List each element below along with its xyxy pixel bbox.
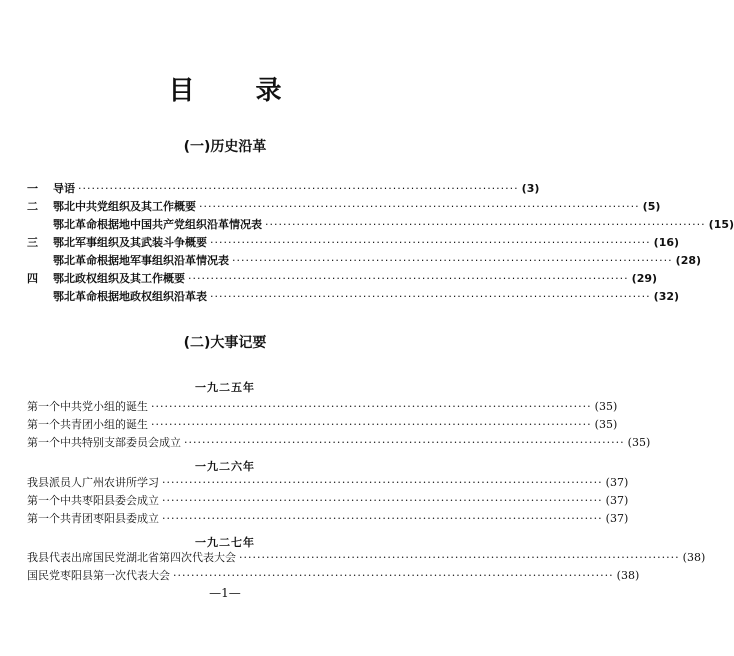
dot-leader: ·································································································· bbox=[265, 218, 706, 231]
dot-leader: ·································································································· bbox=[188, 272, 629, 285]
toc-entry[interactable] bbox=[27, 270, 658, 288]
entry-number: 二 bbox=[27, 200, 38, 213]
dot-leader: ·································································································· bbox=[239, 551, 680, 564]
toc-entry[interactable] bbox=[27, 434, 651, 452]
entry-page: (38) bbox=[616, 569, 640, 582]
dot-leader: ·································································································· bbox=[78, 182, 519, 195]
dot-leader: ·································································································· bbox=[210, 236, 651, 249]
entry-title: 导语 bbox=[53, 182, 75, 195]
dot-leader: ·································································································· bbox=[151, 400, 592, 413]
entry-page: (15) bbox=[708, 218, 734, 231]
dot-leader: ·································································································· bbox=[199, 200, 640, 213]
toc-entry[interactable] bbox=[27, 398, 618, 416]
entry-page: (35) bbox=[594, 400, 618, 413]
toc-entry[interactable] bbox=[27, 252, 702, 270]
dot-leader: ·································································································· bbox=[162, 476, 603, 489]
entry-page: (5) bbox=[642, 200, 661, 213]
entry-title: 第一个中共特别支部委员会成立 bbox=[27, 436, 181, 449]
entry-title: 第一个共青团枣阳县委成立 bbox=[27, 512, 159, 525]
dot-leader: ·································································································· bbox=[162, 494, 603, 507]
page-title: 目 录 bbox=[168, 76, 308, 106]
toc-entry[interactable] bbox=[27, 288, 680, 306]
dot-leader: ·································································································· bbox=[210, 290, 651, 303]
section-heading-history: (一)历史沿革 bbox=[183, 139, 267, 155]
entry-title: 第一个中共枣阳县委会成立 bbox=[27, 494, 159, 507]
toc-entry[interactable] bbox=[27, 180, 540, 198]
entry-number: 三 bbox=[27, 236, 38, 249]
entry-title: 鄂北政权组织及其工作概要 bbox=[53, 272, 185, 285]
entry-title: 鄂北军事组织及其武装斗争概要 bbox=[53, 236, 207, 249]
entry-title: 国民党枣阳县第一次代表大会 bbox=[27, 569, 170, 582]
entry-title: 鄂北中共党组织及其工作概要 bbox=[53, 200, 196, 213]
entry-page: (28) bbox=[675, 254, 702, 267]
dot-leader: ·································································································· bbox=[162, 512, 603, 525]
dot-leader: ·································································································· bbox=[173, 569, 614, 582]
entry-page: (3) bbox=[521, 182, 540, 195]
entry-page: (35) bbox=[627, 436, 651, 449]
entry-number: 一 bbox=[27, 182, 38, 195]
section-heading-chronicle: (二)大事记要 bbox=[183, 335, 267, 351]
entry-page: (35) bbox=[594, 418, 618, 431]
entry-title: 我县代表出席国民党湖北省第四次代表大会 bbox=[27, 551, 236, 564]
toc-entry[interactable] bbox=[27, 567, 640, 585]
entry-page: (16) bbox=[653, 236, 680, 249]
toc-entry[interactable] bbox=[27, 549, 706, 567]
entry-title: 鄂北革命根据地军事组织沿革情况表 bbox=[53, 254, 229, 267]
dot-leader: ·································································································· bbox=[184, 436, 625, 449]
entry-title: 鄂北革命根据地政权组织沿革表 bbox=[53, 290, 207, 303]
entry-title: 我县派员人广州农讲所学习 bbox=[27, 476, 159, 489]
entry-page: (37) bbox=[605, 476, 629, 489]
entry-title: 鄂北革命根据地中国共产党组织沿革情况表 bbox=[53, 218, 262, 231]
year-heading-1927: 一九二七年 bbox=[195, 536, 255, 549]
toc-entry[interactable] bbox=[27, 510, 629, 528]
entry-page: (38) bbox=[682, 551, 706, 564]
entry-title: 第一个中共党小组的诞生 bbox=[27, 400, 148, 413]
dot-leader: ·································································································· bbox=[151, 418, 592, 431]
entry-page: (37) bbox=[605, 512, 629, 525]
entry-page: (32) bbox=[653, 290, 680, 303]
entry-page: (37) bbox=[605, 494, 629, 507]
toc-entry[interactable] bbox=[27, 234, 680, 252]
toc-entry[interactable] bbox=[27, 474, 629, 492]
entry-title: 第一个共青团小组的诞生 bbox=[27, 418, 148, 431]
toc-entry[interactable] bbox=[27, 216, 734, 234]
entry-number: 四 bbox=[27, 272, 38, 285]
toc-entry[interactable] bbox=[27, 198, 661, 216]
toc-entry[interactable] bbox=[27, 492, 629, 510]
toc-entry[interactable] bbox=[27, 416, 618, 434]
year-heading-1926: 一九二六年 bbox=[195, 460, 255, 473]
page-number: —1— bbox=[209, 586, 241, 600]
entry-page: (29) bbox=[631, 272, 658, 285]
dot-leader: ·································································································· bbox=[232, 254, 673, 267]
year-heading-1925: 一九二五年 bbox=[195, 381, 255, 394]
